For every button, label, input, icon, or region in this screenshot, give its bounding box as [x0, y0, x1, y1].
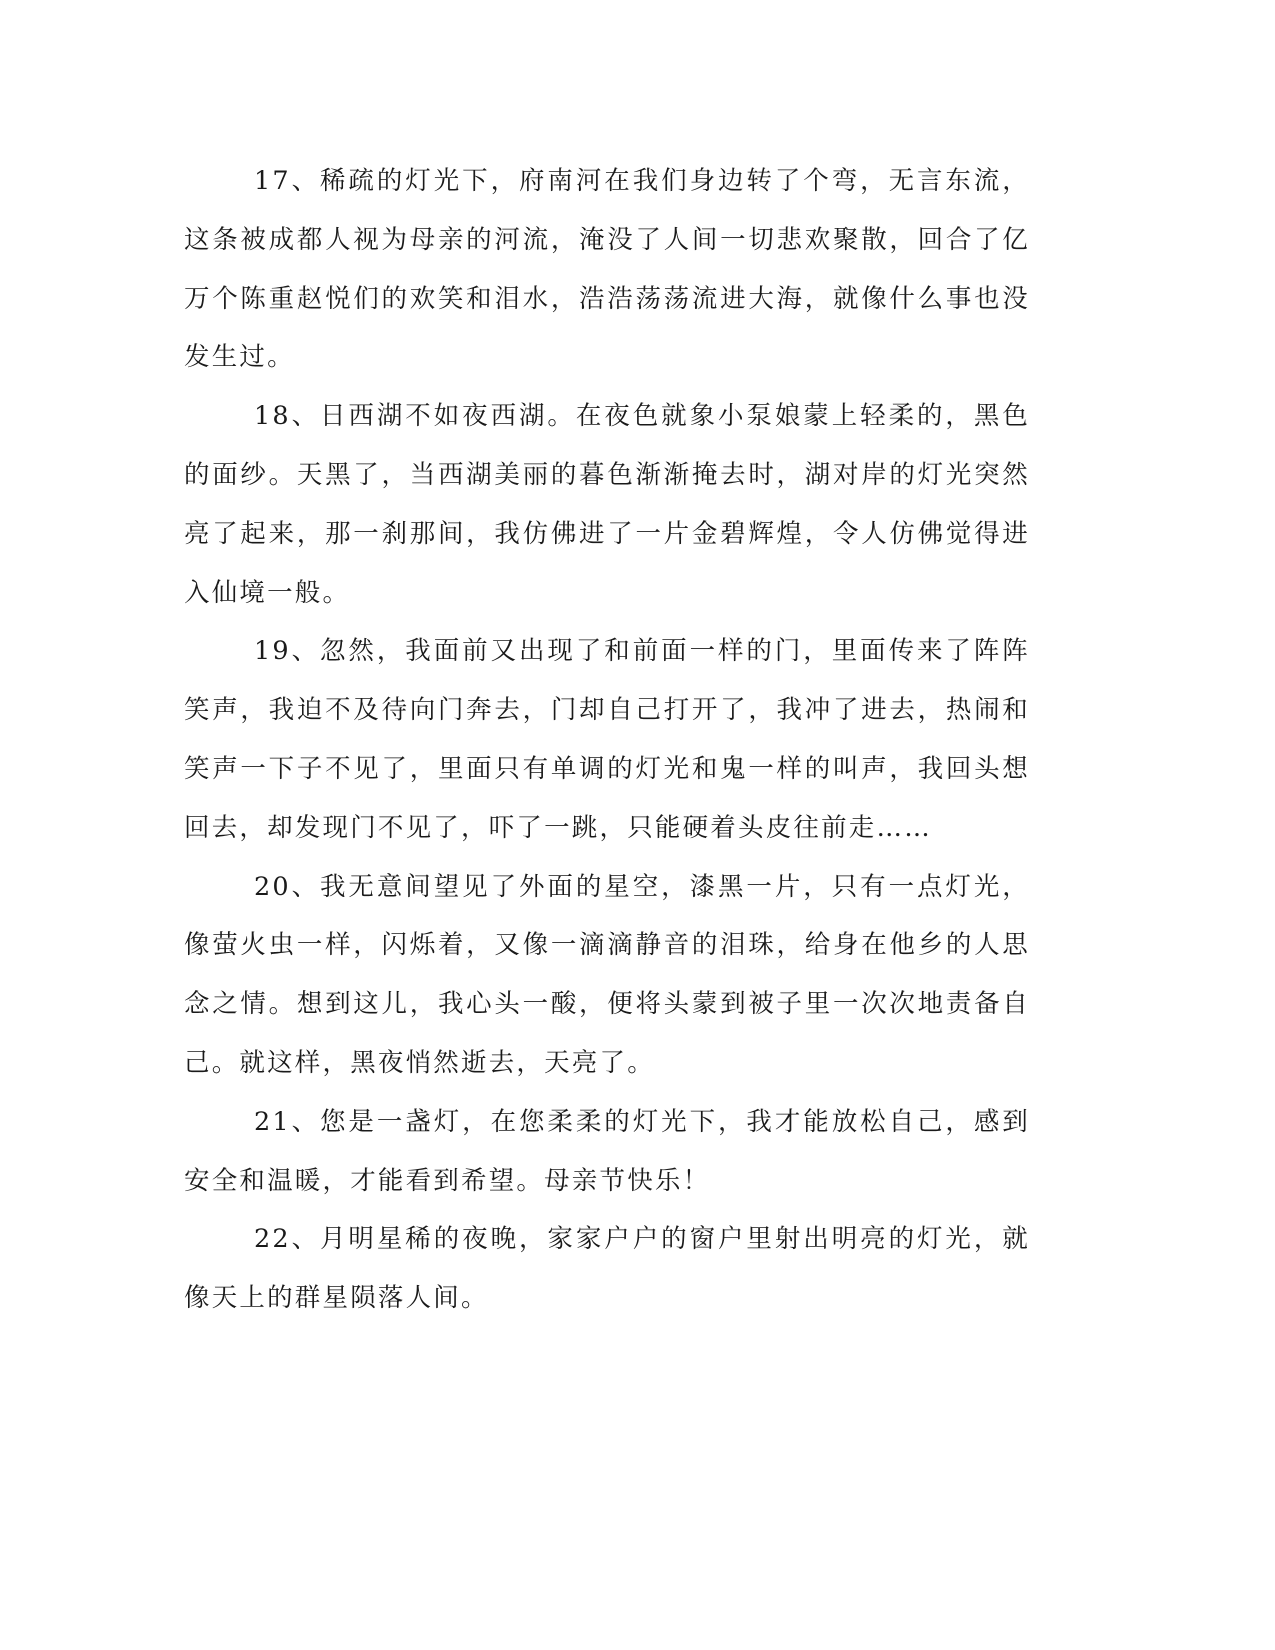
paragraph-21: 21、您是一盏灯，在您柔柔的灯光下，我才能放松自己，感到安全和温暖，才能看到希望。母亲节快乐！: [184, 1106, 1030, 1196]
paragraph-22: 22、月明星稀的夜晚，家家户户的窗户里射出明亮的灯光，就像天上的群星陨落人间。: [184, 1224, 1030, 1314]
paragraph-17: 17、稀疏的灯光下，府南河在我们身边转了个弯，无言东流，这条被成都人视为母亲的河流，淹没了人间一切悲欢聚散，回合了亿万个陈重赵悦们的欢笑和泪水，浩浩荡荡流进大海，就像什么事也没发生过。: [184, 166, 1030, 373]
paragraph-19: 19、忽然，我面前又出现了和前面一样的门，里面传来了阵阵笑声，我迫不及待向门奔去，门却自己打开了，我冲了进去，热闹和笑声一下子不见了，里面只有单调的灯光和鬼一样的叫声，我回头想回去，却发现门不见了，吓了一跳，只能硬着头皮往前走……: [184, 636, 1030, 843]
document-body: [184, 152, 1030, 1328]
paragraph-20: 20、我无意间望见了外面的星空，漆黑一片，只有一点灯光，像萤火虫一样，闪烁着，又像一滴滴静音的泪珠，给身在他乡的人思念之情。想到这儿，我心头一酸，便将头蒙到被子里一次次地责备自己。就这样，黑夜悄然逝去，天亮了。: [184, 871, 1030, 1078]
paragraph-18: 18、日西湖不如夜西湖。在夜色就象小泵娘蒙上轻柔的，黑色的面纱。天黑了，当西湖美丽的暮色渐渐掩去时，湖对岸的灯光突然亮了起来，那一刹那间，我仿佛进了一片金碧辉煌，令人仿佛觉得进入仙境一般。: [184, 401, 1030, 608]
